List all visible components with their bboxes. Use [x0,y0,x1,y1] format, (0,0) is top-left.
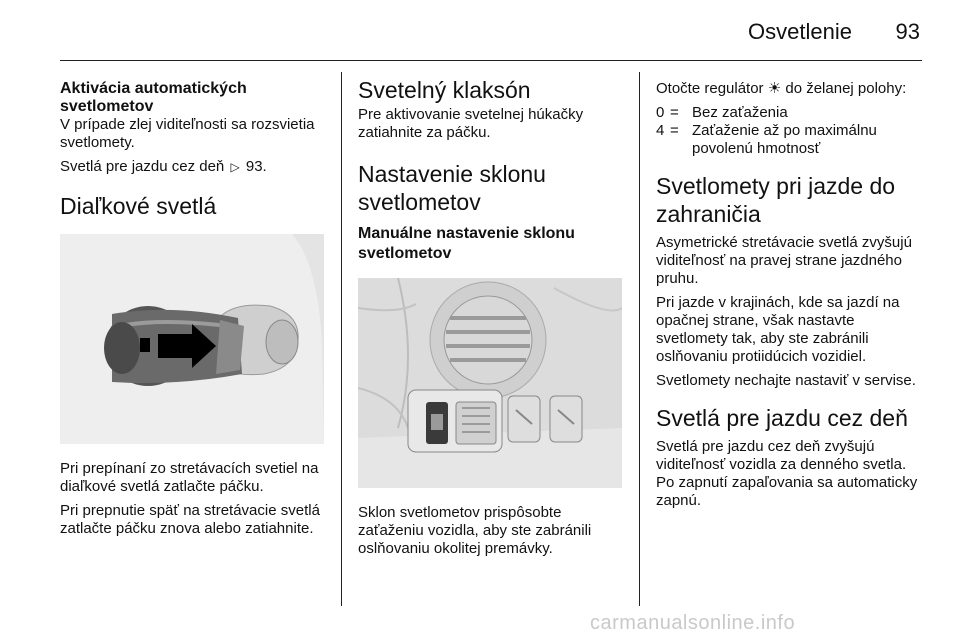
page-ref-icon: ▷ [230,160,240,174]
abroad-heading: Svetlomety pri jazde do zahraničia [656,173,896,227]
column-divider-2 [639,72,640,606]
column-1 [60,72,330,544]
headlight-range-control-illustration [358,278,622,488]
auto-headlights-text: V prípade zlej viditeľnosti sa rozsvietia svetlomety. [60,116,315,151]
high-beam-text-1: Pri prepínaní zo stretávacích svetiel na diaľkové svetlá zatlačte páčku. [60,460,319,495]
high-beam-text-2: Pri prepnutie späť na stretávacie svetlá zatlačte páčku znova alebo zatiahnite. [60,502,320,537]
headlight-flash-heading: Svetelný klaksón [358,77,531,103]
list-item-text: Bez zaťaženia [692,104,788,121]
list-item [656,104,926,122]
column-2 [358,72,626,564]
page-number: 93 [895,19,920,44]
manual-range-heading: Manuálne nastavenie sklonu svetlometov [358,225,575,262]
daylight-reference-page: 93. [245,158,267,175]
daytime-lights-text: Svetlá pre jazdu cez deň zvyšujú viditeľnosť vozidla za denného svetla. Po zapnutí zapaľovania sa automaticky zapnú. [656,438,918,509]
page-header [0,0,960,62]
list-item-key: 0 [656,104,665,121]
abroad-text-3: Svetlomety nechajte nastaviť v servise. [656,372,916,389]
high-beam-heading: Diaľkové svetlá [60,193,217,219]
range-settings-list [656,104,926,158]
headlight-range-text: Sklon svetlometov prispôsobte zaťaženiu vozidla, aby ste zabránili oslňovaniu okolitej premávky. [358,504,592,557]
high-beam-lever-illustration [60,234,324,444]
headlight-range-heading: Nastavenie sklonu svetlometov [358,161,546,215]
range-control-text-pre: Otočte regulátor [656,80,764,97]
watermark: carmanualsonline.info [590,612,796,634]
abroad-text-2: Pri jazde v krajinách, kde sa jazdí na opačnej strane, však nastavte svetlomety tak, aby ste zabránili oslňovaniu protiidúcich vozidiel. [656,294,900,365]
daylight-reference-text: Svetlá pre jazdu cez deň [60,158,225,175]
auto-headlights-heading: Aktivácia automatických svetlometov [60,80,247,115]
range-control-instruction [656,80,926,98]
headlight-flash-text: Pre aktivovanie svetelnej húkačky zatiahnite za páčku. [358,106,584,141]
list-item-text: Zaťaženie až po maximálnu povolenú hmotnosť [692,122,877,157]
list-item [656,122,926,158]
daytime-lights-heading: Svetlá pre jazdu cez deň [656,405,908,431]
section-title: Osvetlenie [748,19,852,44]
range-control-text-post: do želanej polohy: [785,80,907,97]
header-rule [60,60,922,61]
headlight-range-icon: ☀ [767,80,782,97]
daylight-reference [60,158,330,176]
column-divider-1 [341,72,342,606]
column-3 [656,72,926,516]
list-item-key: 4 [656,122,665,139]
list-item-eq: = [670,104,679,121]
abroad-text-1: Asymetrické stretávacie svetlá zvyšujú viditeľnosť na pravej strane jazdného pruhu. [656,234,912,287]
list-item-eq: = [670,122,679,139]
